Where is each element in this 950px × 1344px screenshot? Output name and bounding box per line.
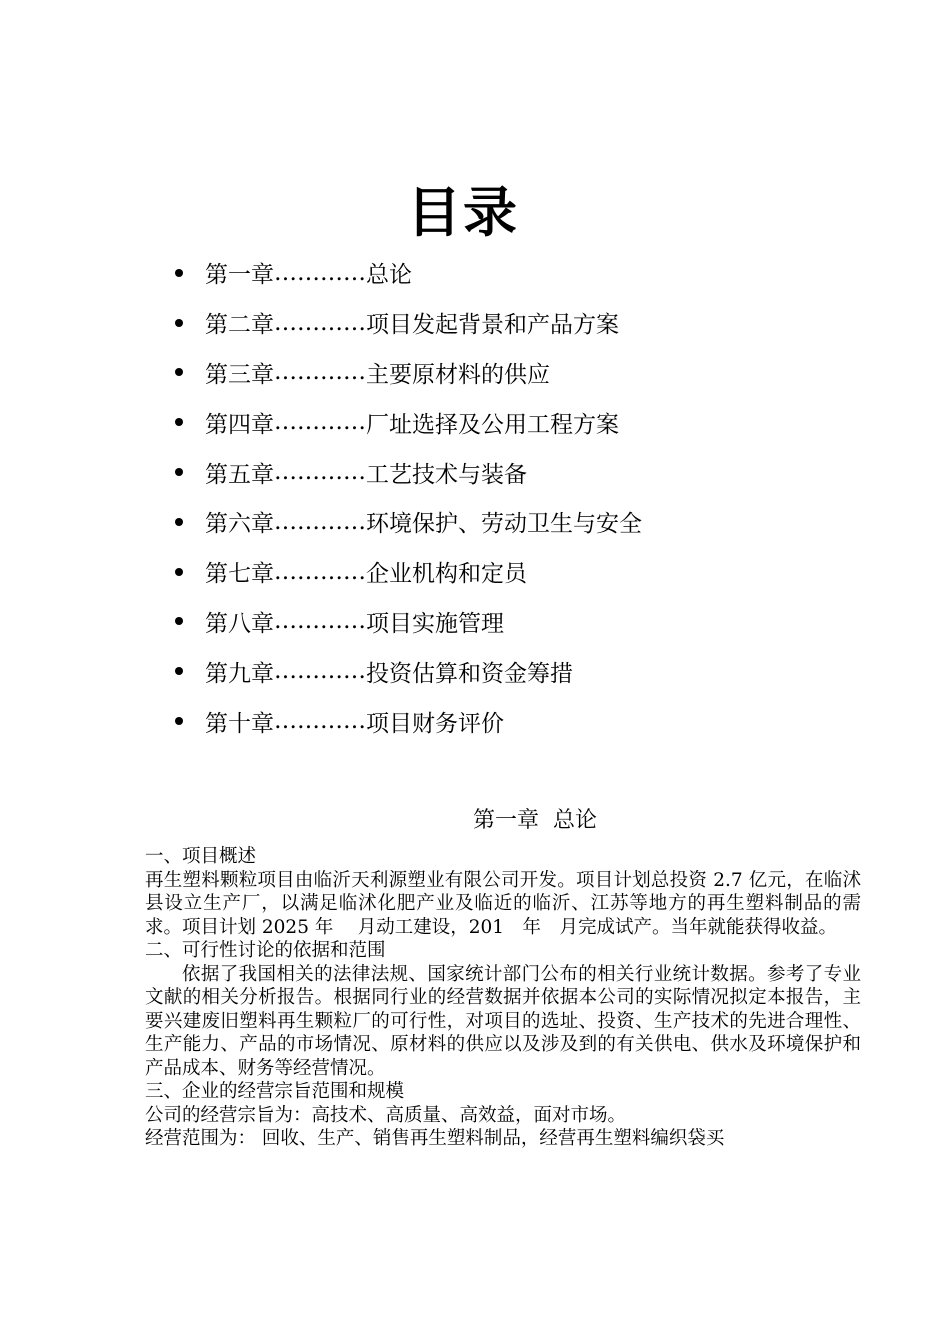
toc-entry-title: 企业机构和定员 — [366, 561, 527, 588]
toc-leader: ………… — [274, 708, 366, 735]
toc-item[interactable] — [172, 597, 642, 647]
toc-chapter: 第二章 — [205, 312, 274, 339]
toc-chapter: 第五章 — [205, 461, 274, 488]
toc-entry-title: 主要原材料的供应 — [366, 361, 550, 388]
bullet-icon — [175, 418, 183, 426]
toc-chapter: 第三章 — [205, 361, 274, 388]
bullet-icon — [175, 667, 183, 675]
toc-chapter: 第七章 — [205, 561, 274, 588]
toc-entry-title: 项目实施管理 — [366, 610, 504, 637]
toc-leader: ………… — [274, 608, 366, 635]
toc-item[interactable] — [172, 447, 642, 497]
toc-title: 目录 — [407, 181, 519, 244]
toc-entry-title: 总论 — [366, 262, 412, 289]
bullet-icon — [175, 319, 183, 327]
bullet-icon — [175, 468, 183, 476]
toc-item[interactable] — [172, 348, 642, 398]
toc-chapter: 第九章 — [205, 660, 274, 687]
toc-chapter: 第四章 — [205, 411, 274, 438]
toc-leader: ………… — [274, 558, 366, 585]
section-heading: 一、项目概述 — [145, 846, 257, 867]
toc-leader: ………… — [274, 409, 366, 436]
toc-item[interactable] — [172, 646, 642, 696]
toc-item[interactable] — [172, 397, 642, 447]
section-heading: 二、可行性讨论的依据和范围 — [145, 940, 386, 961]
toc-chapter: 第一章 — [205, 262, 274, 289]
bullet-icon — [175, 717, 183, 725]
toc-chapter: 第八章 — [205, 610, 274, 637]
bullet-icon — [175, 368, 183, 376]
paragraph: 依据了我国相关的法律法规、国家统计部门公布的相关行业统计数据。参考了专业文献的相关分析报告。根据同行业的经营数据并依据本公司的实际情况拟定本报告，主要兴建废旧塑料再生颗粒厂的可行性，对项目的选址、投资、生产技术的先进合理性、生产能力、产品的市场情况、原材料的供应以及涉及到的有关供电、供水及环境保护和产品成本、财务等经营情况。 — [145, 963, 861, 1079]
toc-item[interactable] — [172, 696, 642, 746]
toc-leader: ………… — [274, 259, 366, 286]
bullet-icon — [175, 269, 183, 277]
toc-item[interactable] — [172, 298, 642, 348]
toc-leader: ………… — [274, 459, 366, 486]
toc-entry-title: 项目发起背景和产品方案 — [366, 312, 619, 339]
bullet-icon — [175, 617, 183, 625]
toc-leader: ………… — [274, 658, 366, 685]
toc-entry-title: 投资估算和资金筹措 — [366, 660, 573, 687]
paragraph: 经营范围为： 回收、生产、销售再生塑料制品，经营再生塑料编织袋买 — [145, 1128, 725, 1149]
bullet-icon — [175, 518, 183, 526]
toc-chapter: 第六章 — [205, 511, 274, 538]
toc-leader: ………… — [274, 309, 366, 336]
toc-entry-title: 厂址选择及公用工程方案 — [366, 411, 619, 438]
toc-entry-title: 环境保护、劳动卫生与安全 — [366, 511, 642, 538]
paragraph: 公司的经营宗旨为：高技术、高质量、高效益，面对市场。 — [145, 1104, 627, 1126]
toc-leader: ………… — [274, 359, 366, 386]
toc-list — [172, 248, 642, 746]
toc-chapter: 第十章 — [205, 710, 274, 737]
chapter-heading: 第一章 总论 — [473, 808, 597, 833]
bullet-icon — [175, 568, 183, 576]
paragraph: 再生塑料颗粒项目由临沂天利源塑业有限公司开发。项目计划总投资 2.7 亿元，在临沭县设立生产厂，以满足临沭化肥产业及临近的临沂、江苏等地方的再生塑料制品的需求。项目计划 2025 年 月动工建设，201 年 月完成试产。当年就能获得收益。 — [145, 869, 861, 938]
chapter-body — [145, 845, 861, 1151]
section-heading: 三、企业的经营宗旨范围和规模 — [145, 1081, 405, 1102]
toc-item[interactable] — [172, 547, 642, 597]
toc-leader: ………… — [274, 508, 366, 535]
toc-item[interactable] — [172, 497, 642, 547]
toc-item[interactable] — [172, 248, 642, 298]
toc-entry-title: 工艺技术与装备 — [366, 461, 527, 488]
toc-entry-title: 项目财务评价 — [366, 710, 504, 737]
